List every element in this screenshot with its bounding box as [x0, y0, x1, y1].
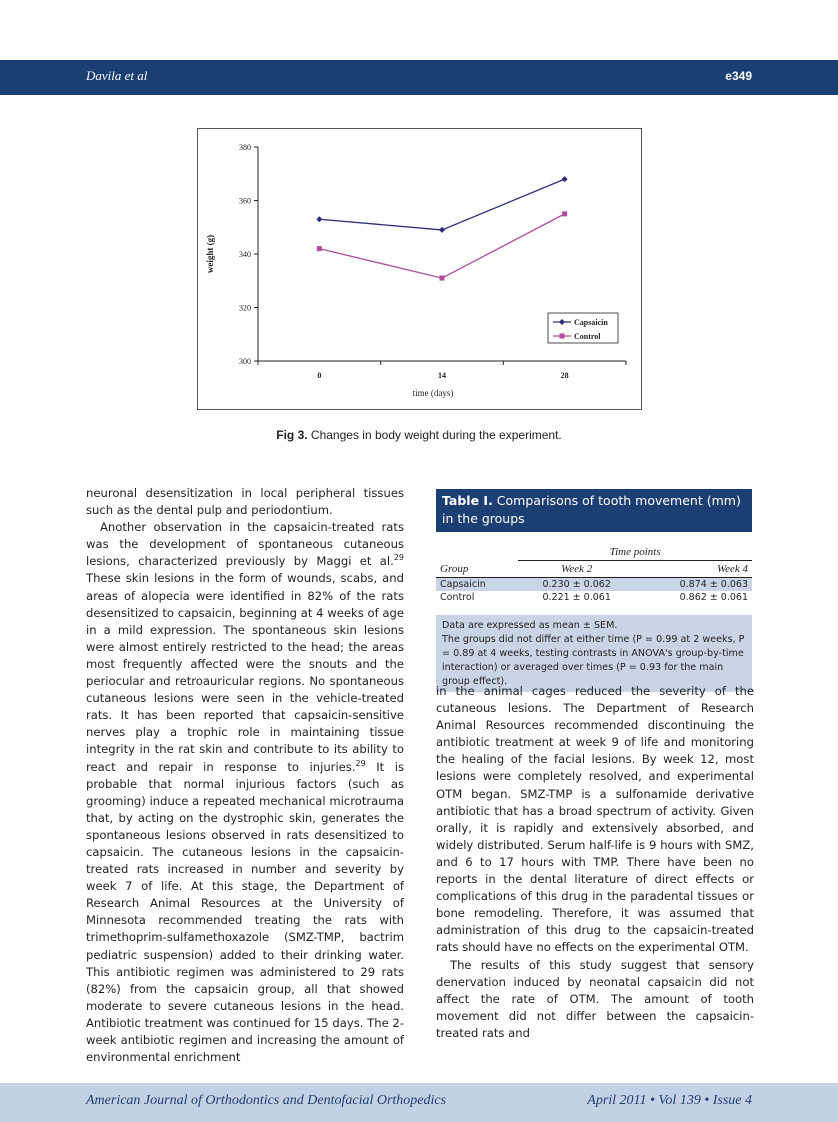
table-title: [436, 489, 752, 532]
reference-citation: 29: [393, 553, 404, 563]
table-cell-group: Capsaicin: [436, 578, 518, 592]
column-header-week4: Week 4: [635, 561, 752, 578]
data-point-control: [317, 246, 322, 251]
weight-line-chart: [198, 129, 641, 409]
time-points-header: Time points: [518, 544, 752, 561]
column-header-week2: Week 2: [518, 561, 635, 578]
figure-label: Fig 3.: [276, 428, 308, 442]
right-column: [436, 683, 754, 1042]
running-header: [0, 60, 838, 95]
body-paragraph: [86, 519, 404, 1066]
x-tick-label: 14: [438, 371, 446, 380]
y-tick-label: 320: [239, 303, 251, 313]
issue-info: April 2011 • Vol 139 • Issue 4: [587, 1093, 752, 1108]
paragraph-text: These skin lesions in the form of wounds, scabs, and areas of alopecia were identified in 82% of the rats desensitized to capsaicin, beginning at 4 weeks of age in a mild expression. The spontaneous skin lesions were almost entirely restricted to the head; the areas most frequently affected were the snouts and the periocular and retroauricular regions. No spontaneous cutaneous lesions were seen in the vehicle-treated rats. It has been reported that capsaicin-sensitive nerves play a trophic role in maintaining tissue integrity in the rat skin and contribute to its ability to react and repair in response to injuries.: [86, 571, 404, 774]
y-tick-label: 380: [239, 143, 251, 152]
running-head-authors: Davila et al: [86, 68, 148, 83]
x-axis-label: time (days): [412, 388, 454, 398]
y-tick-label: 340: [239, 250, 251, 259]
series-line-capsaicin: [319, 179, 564, 230]
body-paragraph: The results of this study suggest that sensory denervation induced by neonatal capsaicin did not affect the rate of OTM. The amount of tooth movement did not differ between the capsaicin-treated rats and: [436, 957, 754, 1040]
legend-label: Capsaicin: [574, 318, 608, 327]
table-row: [436, 591, 752, 604]
figure-caption: [0, 428, 838, 442]
page-number: e349: [725, 69, 752, 83]
legend-label: Control: [574, 332, 601, 341]
reference-citation: 29: [355, 758, 366, 768]
legend-marker: [560, 334, 565, 339]
y-tick-label: 360: [239, 196, 251, 206]
table-label: Table I.: [442, 493, 493, 508]
table-header-spacer: [436, 544, 518, 561]
data-point-capsaicin: [439, 227, 445, 233]
table-1: [436, 489, 752, 692]
table-row: [436, 578, 752, 592]
table-note-line: Data are expressed as mean ± SEM.: [442, 620, 618, 631]
running-footer: [0, 1083, 838, 1122]
data-point-control: [562, 211, 567, 216]
journal-name: American Journal of Orthodontics and Dentofacial Orthopedics: [86, 1093, 447, 1108]
body-paragraph: neuronal desensitization in local peripheral tissues such as the dental pulp and periodontium.: [86, 486, 404, 518]
data-point-capsaicin: [316, 216, 322, 222]
data-point-control: [440, 276, 445, 281]
paragraph-text: It is probable that normal injurious factors (such as grooming) induce a repeated mechanical microtrauma that, by acting on the dystrophic skin, generates the spontaneous lesions observed in rats desensitized to capsaicin. The cutaneous lesions in the capsaicin-treated rats increased in number and severity by week 7 of life. At this stage, the Department of Research Animal Resources at the University of Minnesota recommended treating the rats with trimethoprim-sulfamethoxazole (SMZ-TMP, bactrim pediatric suspension) added to their drinking water. This antibiotic regimen was administered to 29 rats (82%) from the capsaicin group, all that showed moderate to severe cutaneous lesions in the head. Antibiotic treatment was continued for 15 days. The 2-week antibiotic regimen and increasing the amount of environmental enrichment: [86, 759, 404, 1065]
table-cell-week2: 0.221 ± 0.061: [542, 592, 611, 603]
table-title-text: Comparisons of tooth movement (mm) in the groups: [442, 493, 741, 526]
y-axis-label: weight (g): [205, 234, 215, 274]
series-line-control: [319, 214, 564, 278]
x-tick-label: 28: [560, 371, 569, 380]
figure-caption-text: Changes in body weight during the experiment.: [310, 428, 562, 442]
left-column: [86, 485, 404, 1066]
column-header-group: Group: [436, 561, 518, 578]
table-note-line: The groups did not differ at either time (P = 0.99 at 2 weeks, P = 0.89 at 4 weeks, testing contrasts in ANOVA's group-by-time interaction) or averaged over times (P = 0.93 for the main group effect).: [442, 634, 745, 687]
table-cell-week4: 0.874 ± 0.063: [635, 578, 752, 592]
table-cell-group: Control: [440, 592, 475, 603]
body-paragraph: in the animal cages reduced the severity of the cutaneous lesions. The Department of Research Animal Resources recommended discontinuing the antibiotic treatment at week 9 of life and monitoring the healing of the facial lesions. By week 12, most lesions were completely resolved, and experimental OTM began. SMZ-TMP is a sulfonamide derivative antibiotic that has a broad spectrum of activity. Given orally, it is rapidly and extensively absorbed, and widely distributed. Serum half-life is 9 hours with SMZ, and 6 to 17 hours with TMP. There have been no reports in the dental literature of direct effects or complications of this drug in the paradental tissues or bone remodeling. Therefore, it was assumed that administration of this drug to the capsaicin-treated rats should have no effects on the experimental OTM.: [436, 684, 754, 955]
figure-3-frame: [197, 128, 642, 410]
table-footnote: [436, 615, 752, 692]
x-tick-label: 0: [317, 371, 322, 380]
y-tick-label: 300: [239, 357, 251, 366]
table-cell-week4: 0.862 ± 0.061: [679, 592, 748, 603]
table-cell-week2: 0.230 ± 0.062: [518, 578, 635, 592]
paragraph-text: Another observation in the capsaicin-treated rats was the development of spontaneous cutaneous lesions, characterized previously by Maggi et al.: [86, 520, 404, 569]
data-point-capsaicin: [562, 176, 568, 182]
tooth-movement-table: [436, 544, 752, 604]
